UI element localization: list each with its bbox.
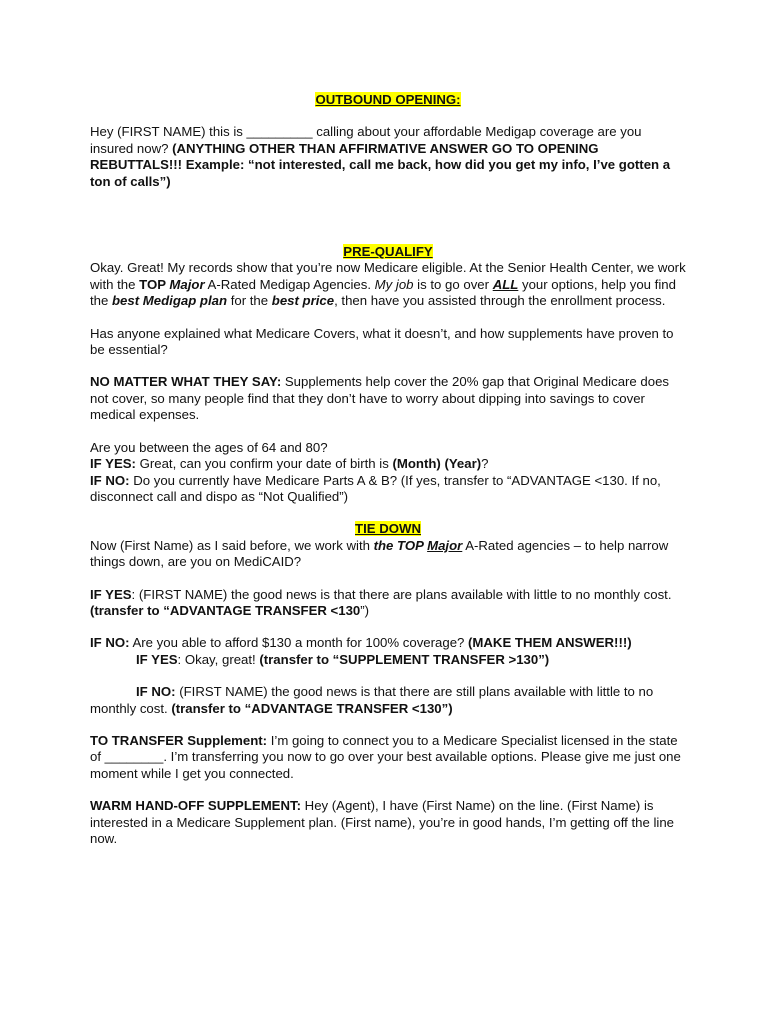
medicare-question: Has anyone explained what Medicare Covers, what it doesn’t, and how supplements have proven to be essential? (90, 325, 674, 358)
medicaid-if-yes: IF YES: (FIRST NAME) the good news is that there are plans available with little to no monthly cost. (transfer to “ADVANTAGE TRANSFER <130”) (90, 586, 672, 618)
outbound-opening-paragraph: Hey (FIRST NAME) this is _________ calling about your affordable Medigap coverage are you insured now? (ANYTHING OTHER THAN AFFIRMATIVE ANSWER GO TO OPENING REBUTTALS!!! Example: “not interested, call me back, how did you get my info, I’ve gotten a ton of calls”) (90, 124, 671, 189)
age-if-yes: IF YES: Great, can you confirm your date of birth is (Month) (Year)? (90, 456, 489, 472)
tie-down-heading: TIE DOWN (355, 521, 421, 537)
afford-if-no: IF NO: (FIRST NAME) the good news is that there are still plans available with little to no monthly cost. (transfer to “ADVANTAGE TRANSFER <130”) (90, 684, 654, 716)
transfer-supplement-paragraph: TO TRANSFER Supplement: I’m going to connect you to a Medicare Specialist licensed in the state of ________. I’m transferring you now to go over your best available options. Please give me just one moment while I get you connected. (90, 732, 681, 781)
tie-down-intro: Now (First Name) as I said before, we work with the TOP Major A-Rated agencies – to help narrow things down, are you on MediCAID? (90, 537, 669, 570)
warm-handoff-paragraph: WARM HAND-OFF SUPPLEMENT: Hey (Agent), I have (First Name) on the line. (First Name) is interested in a Medicare Supplement plan. (First name), you’re in good hands, I’m getting off the line now. (90, 798, 674, 846)
afford-if-yes: IF YES: Okay, great! (transfer to “SUPPLEMENT TRANSFER >130”) (136, 651, 550, 667)
script-content (90, 92, 686, 847)
pre-qualify-heading: PRE-QUALIFY (343, 244, 433, 260)
medicaid-if-no: IF NO: Are you able to afford $130 a month for 100% coverage? (MAKE THEM ANSWER!!!) (90, 635, 632, 651)
no-matter-paragraph: NO MATTER WHAT THEY SAY: Supplements help cover the 20% gap that Original Medicare does not cover, so many people find that they don’t have to worry about dipping into savings to cover medical expenses. (90, 374, 670, 423)
pre-qualify-intro: Okay. Great! My records show that you’re now Medicare eligible. At the Senior Health Center, we work with the TOP Major A-Rated Medigap Agencies. My job is to go over ALL your options, help you find the best Medigap plan for the best price, then have you assisted through the enrollment process. (90, 260, 686, 309)
outbound-opening-heading: OUTBOUND OPENING: (315, 92, 461, 107)
age-if-no: IF NO: Do you currently have Medicare Parts A & B? (If yes, transfer to “ADVANTAGE <130. If no, disconnect call and dispo as “Not Qualified”) (90, 472, 661, 504)
age-question: Are you between the ages of 64 and 80? (90, 439, 328, 455)
